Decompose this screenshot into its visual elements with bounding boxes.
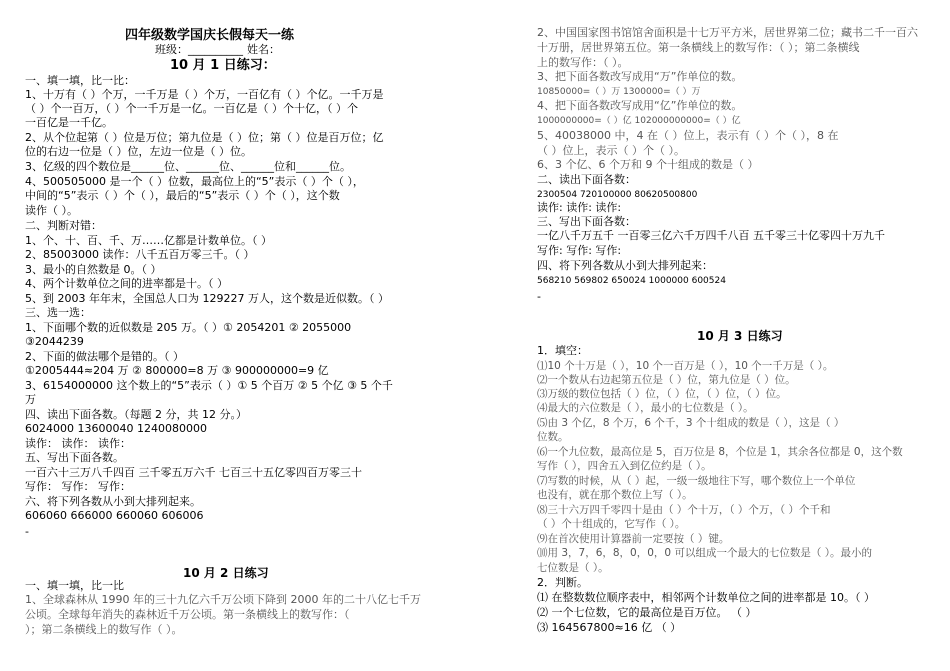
day3-line: ⑽用 3，7，6，8，0，0，0 可以组成一个最大的七位数是（ ）。最小的 (537, 547, 873, 559)
day3-line: ⑵一个数从右边起第五位是（ ）位，第九位是（ ）位。 (537, 374, 796, 386)
day2-line: ）；第二条横线上的数写作（ ）。 (25, 623, 183, 636)
day2-title: 10 月 2 日练习 (183, 566, 269, 580)
day2-cont-line: （ ）位上，表示（ ）个（ ）。 (537, 144, 685, 157)
day1-line: 三、选一选： (25, 306, 91, 319)
day3-line: ⑴ 在整数数位顺序表中，相邻两个计数单位之间的进率都是 10。（ ） (537, 591, 875, 604)
day1-line: 3、最小的自然数是 0。（ ） (25, 263, 162, 276)
day1-line: 读作： 读作： 读作： (25, 437, 131, 450)
day1-line: 六、将下列各数从小到大排列起来。 (25, 495, 201, 508)
day1-line: 读作（ ）。 (25, 204, 78, 217)
day1-line: 写作： 写作： 写作： (25, 480, 131, 493)
day2-cont-line: 1000000000=（ ）亿 102000000000=（ ）亿 (537, 116, 741, 126)
day3-line: ⑶ 164567800≈16 亿 （ ） (537, 621, 682, 634)
day3-line: ⑸由 3 个亿，8 个万，6 个千，3 个十组成的数是（ ），这是（ ） (537, 417, 845, 429)
day3-line: ⑶万级的数位包括（ ）位，（ ）位，（ ）位，（ ）位。 (537, 388, 787, 400)
day1-line: 位的右边一位是（ ）位，左边一位是（ ）位。 (25, 145, 252, 158)
day2-cont-line: 一亿八千万五千 一百零三亿六千万四千八百 五千零三十亿零四十万九千 (537, 229, 885, 242)
day1-line: 1、下面哪个数的近似数是 205 万。（ ）① 2054201 ② 2055000 (25, 321, 352, 334)
day2-cont-line: 四、将下列各数从小到大排列起来： (537, 259, 713, 272)
day3-line: ⑵ 一个七位数，它的最高位是百万位。 （ ） (537, 606, 757, 619)
day3-line: ⑼在首次使用计算器前一定要按（ ）键。 (537, 533, 730, 545)
day1-line: - (25, 525, 29, 538)
day2-line: 1、全球森林从 1990 年的三十九亿六千万公顷下降到 2000 年的二十八亿七千万 (25, 593, 421, 606)
day2-cont-line: 写作: 写作: 写作: (537, 244, 622, 257)
day3-line: 写作（ ），四舍五入到亿位约是（ ）。 (537, 460, 712, 472)
day1-line: 5、到 2003 年年末，全国总人口为 129227 万人，这个数是近似数。（ ） (25, 292, 389, 305)
day3-line: （ ）个十组成的，它写作（ ）。 (537, 518, 686, 530)
day3-line: ⑹一个九位数，最高位是 5，百万位是 8，个位是 1，其余各位都是 0，这个数 (537, 446, 903, 458)
day2-cont-line: 三、写出下面各数： (537, 215, 636, 228)
day2-cont-line: 上的数写作：（ ）。 (537, 56, 629, 69)
day1-line: 二、判断对错： (25, 219, 102, 232)
day1-line: 五、写出下面各数。 (25, 451, 124, 464)
name-label: 姓名： (247, 43, 280, 56)
day2-cont-line: 2300504 720100000 80620500800 (537, 190, 698, 200)
day3-line: ⑻三十六万四千零四十是由（ ）个十万，（ ）个万，（ ）个千和 (537, 504, 831, 516)
day2-line: 一、填一填，比一比 (25, 579, 124, 592)
worksheet-title: 四年级数学国庆长假每天一练 (125, 28, 295, 43)
day1-title: 10 月 1 日练习： (170, 58, 276, 73)
day2-cont-line: 4、把下面各数改写成用“亿”作单位的数。 (537, 99, 743, 112)
day1-line: 606060 666000 660060 606006 (25, 509, 204, 522)
day2-cont-line: 读作: 读作: 读作: (537, 201, 622, 214)
day3-line: 七位数是（ ）。 (537, 562, 609, 574)
day1-line: 中间的“5”表示（ ）个（ ），最后的“5”表示（ ）个（ ），这个数 (25, 189, 340, 202)
day2-cont-line: 10850000=（ ）万 1300000=（ ）万 (537, 87, 701, 97)
day2-cont-line: 3、把下面各数改写成用“万”作单位的数。 (537, 70, 743, 83)
day1-line: 一、填一填，比一比： (25, 74, 135, 87)
day1-line: （ ）个一百万，（ ）个一千万是一亿。一百亿是（ ）个十亿，（ ）个 (25, 102, 358, 115)
day3-title: 10 月 3 日练习 (697, 329, 783, 343)
day1-line: 4、两个计数单位之间的进率都是十。（ ） (25, 277, 228, 290)
day1-line: 4、500505000 是一个（ ）位数，最高位上的“5”表示（ ）个（ ）， (25, 175, 364, 188)
day2-cont-line: 6、3 个亿、6 个万和 9 个十组成的数是（ ） (537, 158, 759, 171)
day3-line: 位数。 (537, 431, 569, 443)
day3-line: ⑺写数的时候，从（ ）起，一级一级地往下写，哪个数位上一个单位 (537, 475, 856, 487)
day1-line: 一百亿是一千亿。 (25, 116, 113, 129)
day2-cont-line: 568210 569802 650024 1000000 600524 (537, 276, 726, 286)
day2-cont-line: - (537, 290, 541, 303)
day1-line: ③2044239 (25, 335, 84, 348)
day1-line: 2、下面的做法哪个是错的。（ ） (25, 350, 184, 363)
day3-line: 1．填空： (537, 344, 588, 357)
day1-line: ①2005444≈204 万 ② 800000=8 万 ③ 900000000=9 亿 (25, 364, 329, 377)
day1-line: 2、从个位起第（ ）位是万位；第九位是（ ）位；第（ ）位是百万位；亿 (25, 131, 384, 144)
day1-line: 四、读出下面各数。（每题 2 分，共 12 分。） (25, 408, 247, 421)
day1-line: 1、十万有（ ）个万，一千万是（ ）个万，一百亿有（ ）个亿。一千万是 (25, 88, 384, 101)
day2-cont-line: 5、40038000 中，4 在（ ）位上，表示有（ ）个（ ），8 在 (537, 129, 839, 142)
day1-line: 万 (25, 393, 36, 406)
day2-cont-line: 十万册，居世界第五位。第一条横线上的数写作：（ ）；第二条横线 (537, 41, 860, 54)
day1-line: 2、85003000 读作：八千五百万零三千。（ ） (25, 248, 255, 261)
day2-line: 公顷。全球每年消失的森林近千万公顷。第一条横线上的数写作：（ (25, 608, 350, 621)
day3-line: 2．判断。 (537, 576, 588, 589)
day1-line: 一百六十三万八千四百 三千零五万六千 七百三十五亿零四百万零三十 (25, 466, 362, 479)
day1-line: 1、个、十、百、千、万……亿都是计数单位。（ ） (25, 234, 272, 247)
day1-line: 3、亿级的四个数位是______位、______位、______位和______位。 (25, 160, 351, 173)
day3-line: ⑷最大的六位数是（ ），最小的七位数是（ ）。 (537, 402, 754, 414)
day1-line: 3、6154000000 这个数上的“5”表示（ ）① 5 个百万 ② 5 个亿 ③ 5 个千 (25, 379, 393, 392)
day1-line: 6024000 13600040 1240080000 (25, 422, 207, 435)
day2-cont-line: 二、读出下面各数： (537, 173, 636, 186)
day3-line: 也没有，就在那个数位上写（ ）。 (537, 489, 693, 501)
day2-cont-line: 2、中国国家图书馆馆舍面积是十七万平方米，居世界第二位；藏书二千一百六 (537, 26, 918, 39)
day3-line: ⑴10 个十万是（ ），10 个一百万是（ ），10 个一千万是（ ）。 (537, 360, 834, 372)
class-label: 班级：__________ (155, 43, 243, 56)
